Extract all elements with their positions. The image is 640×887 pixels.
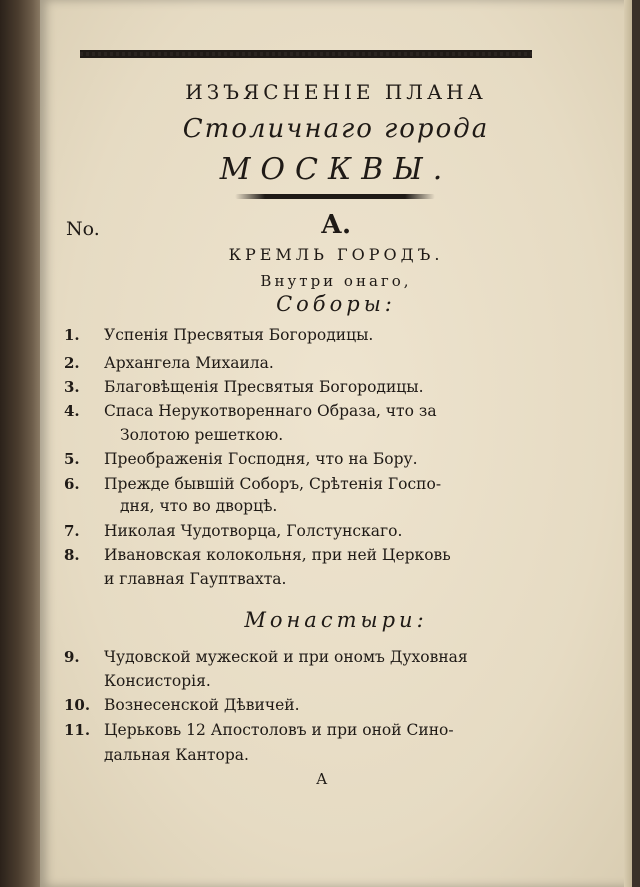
item-number: 7. [64, 522, 80, 540]
item-text: Архангела Михаила. [104, 354, 274, 372]
item-number: 10. [64, 696, 91, 714]
item-number: 3. [64, 378, 80, 396]
book-binding [0, 0, 40, 887]
item-text: Преображенія Господня, что на Бору. [104, 450, 418, 468]
item-text-continuation: Консисторія. [104, 672, 211, 690]
item-text: Николая Чудотворца, Голстунскаго. [104, 522, 403, 540]
title-line-2: Столичнаго города [182, 114, 490, 144]
item-text-continuation: дня, что во дворцѣ. [120, 497, 278, 515]
cathedrals-heading: Соборы: [276, 292, 396, 316]
item-text: Успенія Пресвятыя Богородицы. [104, 326, 374, 344]
item-number: 1. [64, 326, 80, 344]
item-number: 4. [64, 402, 80, 420]
item-text: Церьковь 12 Апостоловъ и при оной Сино- [104, 721, 454, 739]
item-number: 5. [64, 450, 80, 468]
item-text: Спаса Нерукотвореннаго Образа, что за [104, 402, 437, 420]
monasteries-heading: Монастыри: [244, 608, 428, 632]
middle-ornament-rule [235, 194, 435, 199]
item-number: 6. [64, 475, 80, 493]
item-text-continuation: и главная Гауптвахта. [104, 570, 287, 588]
item-number: 2. [64, 354, 80, 372]
book-page [40, 0, 632, 887]
item-text: Прежде бывшій Соборъ, Срѣтенія Госпо- [104, 475, 442, 493]
item-text: Вознесенской Дѣвичей. [104, 696, 300, 714]
title-line-3: МОСКВЫ. [219, 152, 453, 187]
item-text-continuation: дальная Кантора. [104, 746, 249, 764]
number-column-label: No. [66, 218, 100, 240]
item-text: Ивановская колокольня, при ней Церковь [104, 546, 451, 564]
item-number: 9. [64, 648, 80, 666]
section-subtitle: Внутри онаго, [260, 272, 412, 290]
catchword: А [316, 770, 328, 788]
section-name: КРЕМЛЬ ГОРОДЪ. [228, 245, 444, 264]
item-text: Благовѣщенія Пресвятыя Богородицы. [104, 378, 424, 396]
item-number: 11. [64, 721, 91, 739]
top-ornament-rule [80, 50, 532, 58]
title-line-1: ИЗЪЯСНЕНІЕ ПЛАНА [185, 80, 487, 104]
section-letter: А. [320, 210, 352, 240]
item-text: Чудовской мужеской и при ономъ Духовная [104, 648, 468, 666]
item-text-continuation: Золотою решеткою. [120, 426, 284, 444]
item-number: 8. [64, 546, 80, 564]
